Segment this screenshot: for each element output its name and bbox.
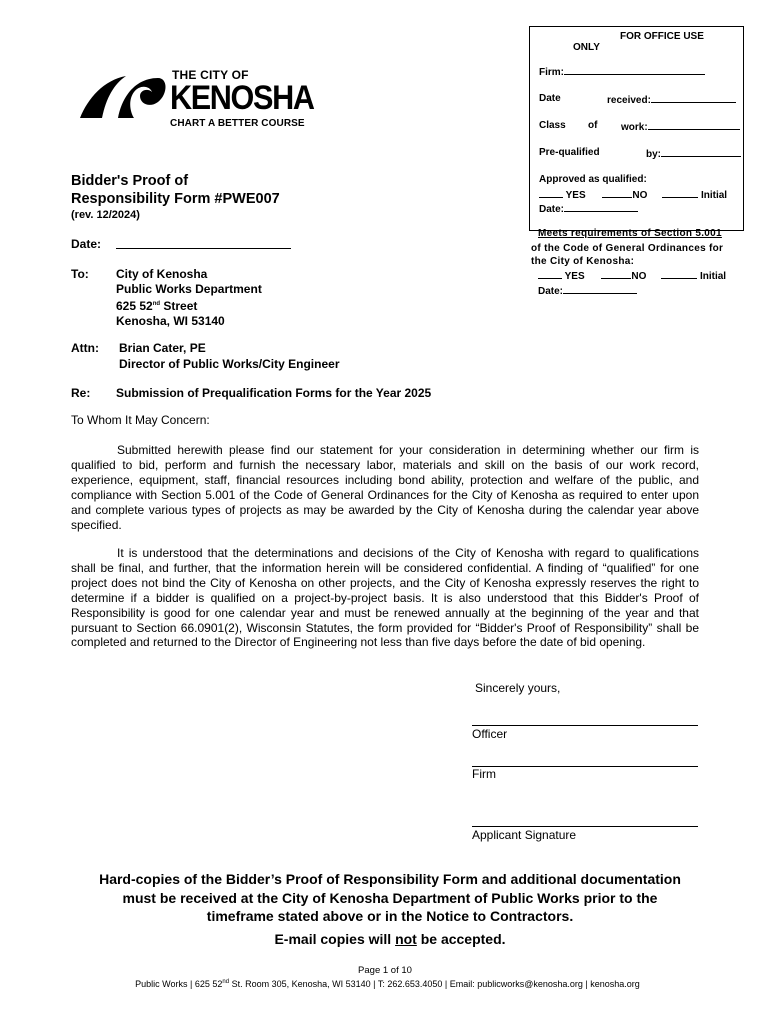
logo-line1: THE CITY OF <box>172 68 249 82</box>
to-line3 <box>116 297 262 314</box>
meets-line2: of the Code of General Ordinances for <box>531 243 724 254</box>
office-date2-label: Date: <box>539 204 565 215</box>
officer-label: Officer <box>472 727 508 741</box>
office-received-label: received: <box>607 95 651 106</box>
to-line2: Public Works Department <box>116 282 262 296</box>
by-blank <box>661 147 741 157</box>
office-work-field <box>621 120 740 133</box>
footer-address-pre: Public Works | 625 52 <box>135 979 223 989</box>
office-approved-label: Approved as qualified: <box>539 174 647 185</box>
meets-date-label: Date: <box>538 286 564 297</box>
meets-initial-label: Initial <box>699 271 727 282</box>
yes-label: YES <box>565 190 586 201</box>
hardcopy-notice <box>40 870 740 948</box>
office-received-field <box>607 93 736 106</box>
re-label: Re: <box>71 386 91 400</box>
meets-initial-blank <box>661 269 697 279</box>
wave-icon <box>78 72 168 122</box>
no-blank <box>602 188 632 198</box>
office-use-box <box>529 26 744 231</box>
city-logo <box>78 68 313 134</box>
closing: Sincerely yours, <box>475 681 561 695</box>
paragraph-2: It is understood that the determinations and decisions of the City of Kenosha with regard to qualifications shall be final, and further, that the information herein will be considered confidential. A finding of “qualified” for one project does not bind the City of Kenosha on other projects, and the City of Kenosha expressly reserves the right to determine if a bidder is qualified on a project-by-project basis. It is also understood that this Bidder's Proof of Responsibility is good for one calendar year and must be renewed annually at the beginning of the year and that pursuant to Section 66.0901(2), Wisconsin Statutes, the form provided for “Bidder's Proof of Responsibility” shall be completed and returned to the Director of Engineering not less than five days before the date of bid opening. <box>71 546 699 650</box>
initial-blank <box>662 188 698 198</box>
signature-line[interactable] <box>472 826 698 827</box>
logo-tagline: CHART A BETTER COURSE <box>170 118 305 129</box>
form-revision: (rev. 12/2024) <box>71 209 140 221</box>
page-number: Page 1 of 10 <box>358 965 412 976</box>
meets-line1: Meets requirements of Section 5.001 <box>538 228 722 239</box>
signature-label: Applicant Signature <box>472 828 577 842</box>
officer-line[interactable] <box>472 725 698 726</box>
office-by-label: by: <box>646 149 661 160</box>
date-input-line[interactable] <box>116 248 291 249</box>
firm-blank <box>564 65 705 75</box>
meets-no-blank <box>601 269 631 279</box>
re-text: Submission of Prequalification Forms for the Year 2025 <box>116 386 432 400</box>
meets-no-label: NO <box>631 271 647 282</box>
salutation: To Whom It May Concern: <box>71 413 210 427</box>
notice-line3: timeframe stated above or in the Notice to Contractors. <box>206 908 574 924</box>
office-approved-checks <box>539 188 727 201</box>
work-blank <box>648 120 740 130</box>
office-date2-field <box>539 202 638 215</box>
email-notice-not: not <box>395 930 417 947</box>
logo-line2: KENOSHA <box>170 79 314 117</box>
form-title-line1: Bidder's Proof of <box>71 173 189 189</box>
office-work-label: work: <box>621 122 648 133</box>
office-by-field <box>646 147 741 160</box>
to-address <box>116 267 262 329</box>
attn-name: Brian Cater, PE <box>119 341 206 355</box>
meets-yes-label: YES <box>564 271 585 282</box>
firm-line[interactable] <box>472 766 698 767</box>
meets-date-field <box>538 284 637 297</box>
to-line4: Kenosha, WI 53140 <box>116 314 225 328</box>
email-notice <box>40 930 740 949</box>
to-line1: City of Kenosha <box>116 267 208 281</box>
office-date-label: Date <box>539 93 561 104</box>
office-firm-label: Firm: <box>539 67 564 78</box>
footer-address-sup: nd <box>222 979 230 985</box>
form-title-line2: Responsibility Form #PWE007 <box>71 191 280 207</box>
initial-label: Initial <box>700 190 728 201</box>
to-street-name: Street <box>160 299 198 313</box>
no-label: NO <box>632 190 648 201</box>
office-firm-field <box>539 65 705 78</box>
to-label: To: <box>71 267 89 281</box>
meets-yes-blank <box>538 269 562 279</box>
date2-blank <box>564 202 638 212</box>
meets-date-blank <box>563 284 637 294</box>
footer-address-post: St. Room 305, Kenosha, WI 53140 | T: 262.653.4050 | Email: publicworks@kenosha.org | kenosha.org <box>229 979 640 989</box>
notice-line2: must be received at the City of Kenosha Department of Public Works prior to the <box>122 889 658 906</box>
meets-checks <box>538 269 726 282</box>
email-notice-pre: E-mail copies will <box>274 930 396 947</box>
meets-line3: the City of Kenosha: <box>531 256 635 267</box>
to-street-suffix: nd <box>152 301 161 307</box>
firm-label: Firm <box>472 767 496 781</box>
office-heading-2: ONLY <box>573 42 600 53</box>
received-blank <box>651 93 736 103</box>
email-notice-post: be accepted. <box>416 930 506 947</box>
yes-blank <box>539 188 563 198</box>
attn-label: Attn: <box>71 341 99 355</box>
form-title <box>71 172 280 208</box>
office-prequalified-label: Pre-qualified <box>539 147 600 158</box>
attn-title: Director of Public Works/City Engineer <box>119 356 340 371</box>
notice-line1: Hard-copies of the Bidder’s Proof of Responsibility Form and additional documentation <box>99 871 681 887</box>
to-street-number: 625 52 <box>116 299 153 313</box>
date-label: Date: <box>71 237 102 251</box>
office-class-label: Class <box>539 120 566 131</box>
attn-block <box>119 341 340 372</box>
paragraph-1: Submitted herewith please find our statement for your consideration in determining whether our firm is qualified to bid, perform and furnish the necessary labor, materials and skill on the basis of our work record, experience, equipment, staff, financial resources including bond ability, protection and welfare of the public, and compliance with Section 5.001 of the Code of General Ordinances for the City of Kenosha as required to enter upon and complete various types of projects as may be awarded by the City of Kenosha during the calendar year above specified. <box>71 443 699 532</box>
office-heading-1: FOR OFFICE USE <box>620 31 704 42</box>
footer-address <box>0 979 770 989</box>
office-of-label: of <box>588 120 598 131</box>
